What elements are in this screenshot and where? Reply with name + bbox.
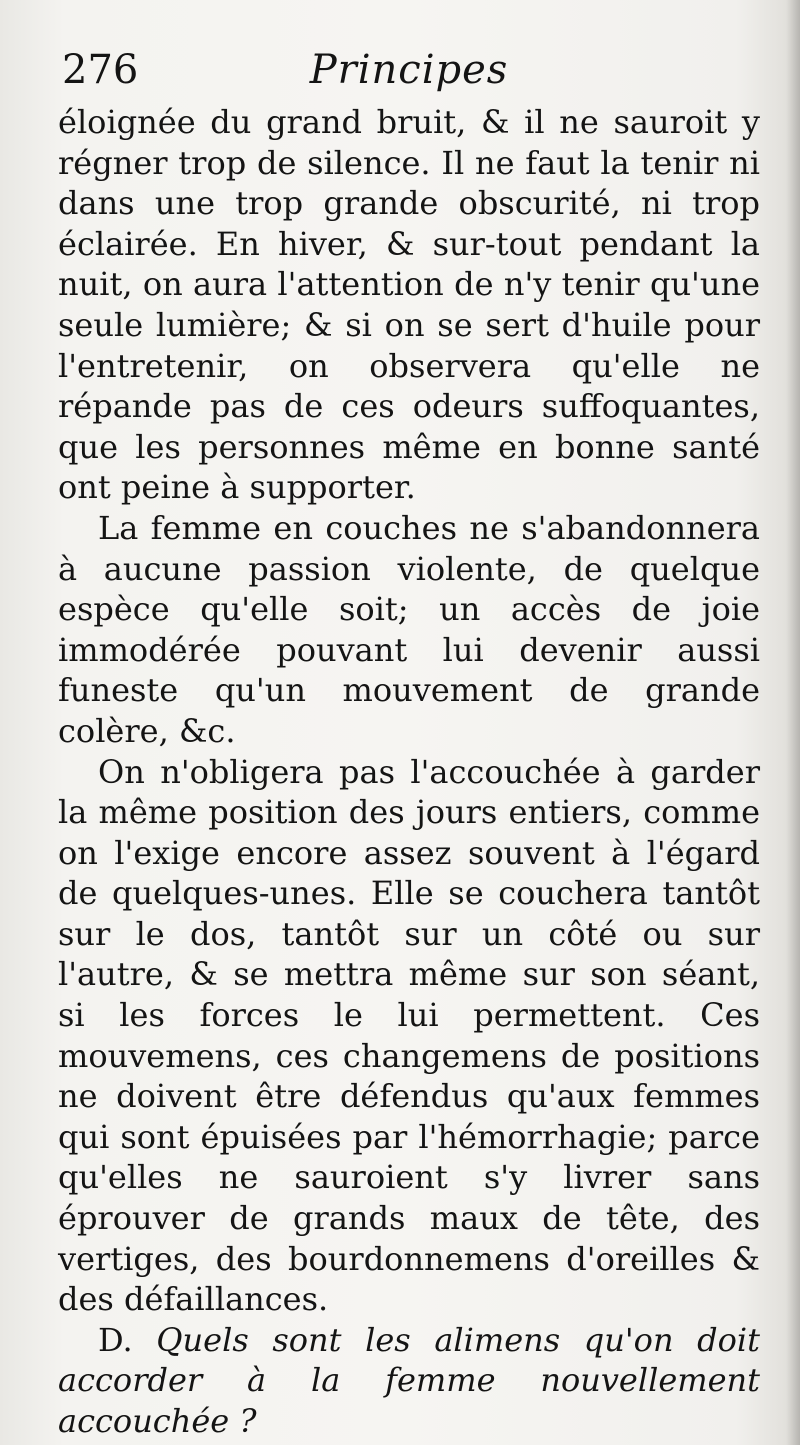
paragraph-3: On n'obligera pas l'accouchée à garder la même position des jours entiers, comme on l'exige encore assez souvent à l'égard de quelques-unes. Elle se couchera tantôt sur le dos, tantôt sur un côté ou sur l'autre, & se mettra même sur son séant, si les forces le lui permettent. Ces mouvemens, ces changemens de positions ne doivent être défendus qu'aux femmes qui sont épuisées par l'hémorrhagie; parce qu'elles ne sauroient s'y livrer sans éprouver de grands maux de tête, des vertiges, des bourdonnemens d'oreilles & des défaillances. [58,752,760,1319]
paragraph-1: éloignée du grand bruit, & il ne sauroit y régner trop de silence. Il ne faut la tenir ni dans une trop grande obscurité, ni trop éclairée. En hiver, & sur-tout pendant la nuit, on aura l'attention de n'y tenir qu'une seule lumière; & si on se sert d'huile pour l'entretenir, on observera qu'elle ne répande pas de ces odeurs suffoquantes, que les personnes même en bonne santé ont peine à supporter. [58,103,760,507]
running-head: Principes [309,47,509,93]
page-number: 276 [62,47,139,93]
page-header [58,40,760,100]
question-paragraph [58,1320,760,1442]
body-text [58,102,760,1442]
question-text: Quels sont les alimens qu'on doit accorder à la femme nouvellement accouchée ? [58,1320,760,1440]
question-letter: D. [98,1320,133,1359]
paragraph-2: La femme en couches ne s'abandonnera à aucune passion violente, de quelque espèce qu'elle soit; un accès de joie immodérée pouvant lui devenir aussi funeste qu'un mouvement de grande colère, &c. [58,508,760,750]
